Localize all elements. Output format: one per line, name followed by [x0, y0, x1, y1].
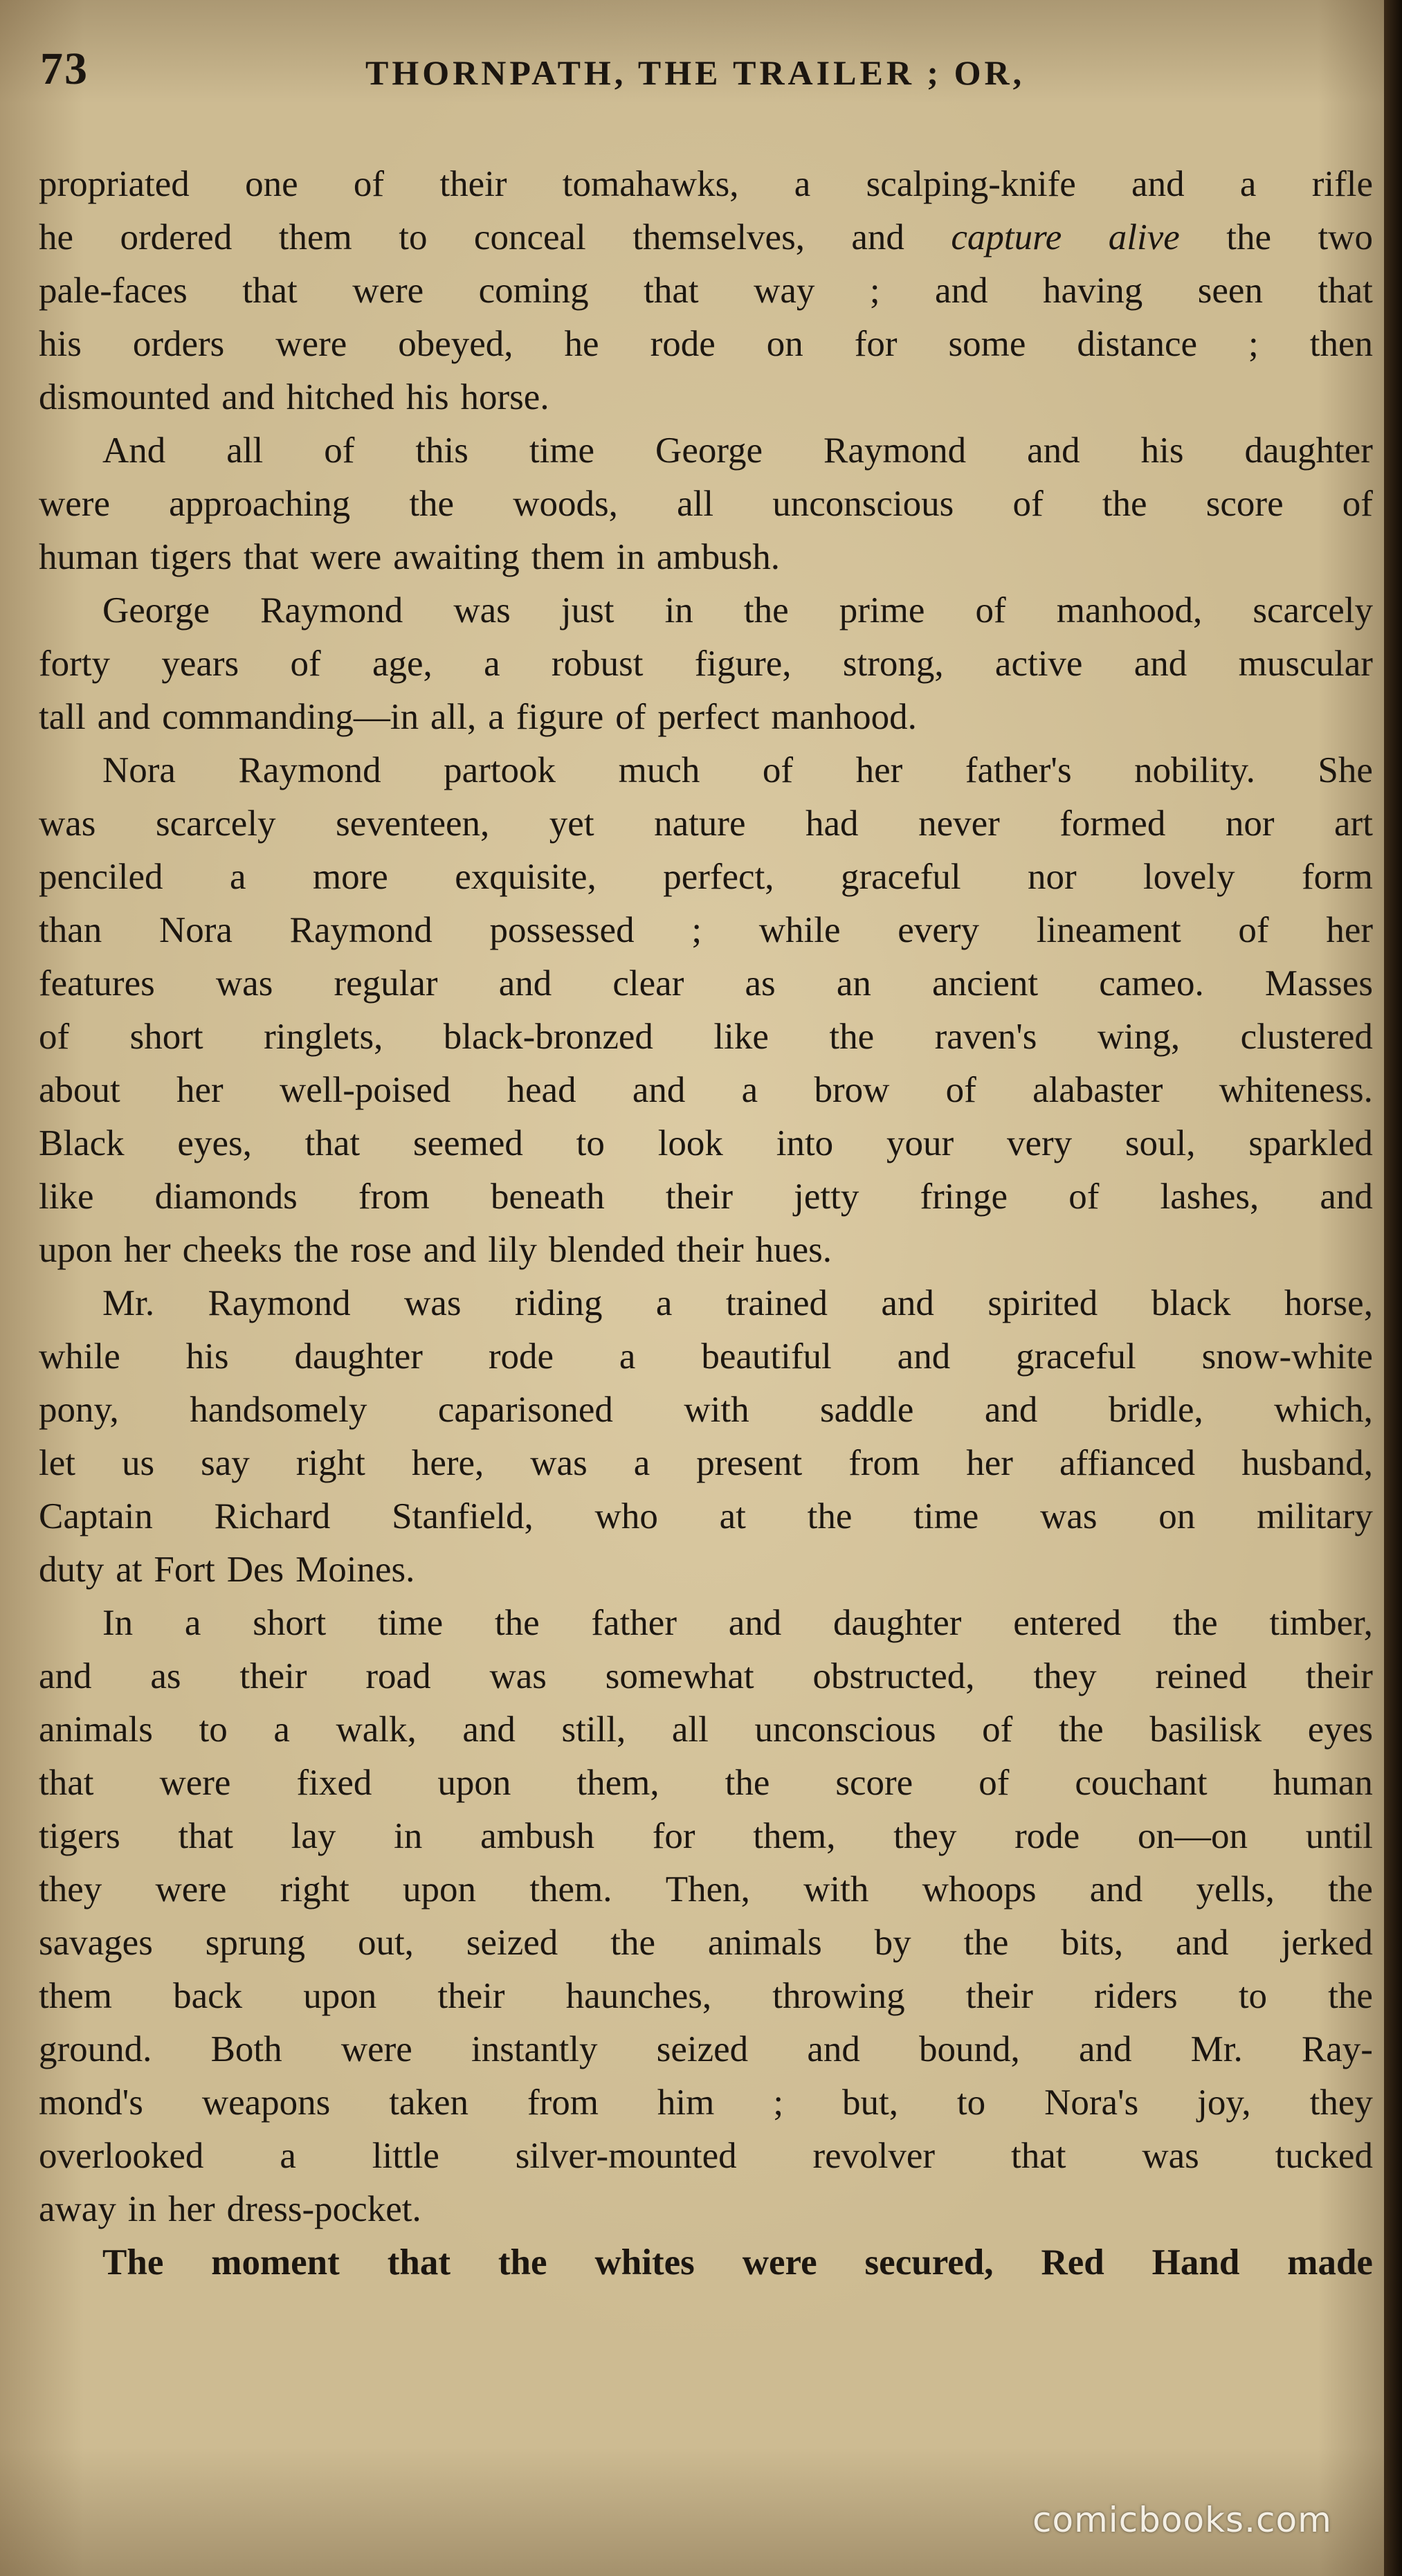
page-number: 73 [40, 44, 89, 94]
text-line: upon her cheeks the rose and lily blended their hues. [39, 1230, 832, 1270]
text-line: his orders were obeyed, he rode on for some distance ; then [39, 324, 1373, 364]
text-line: tall and commanding—in all, a figure of perfect manhood. [39, 697, 917, 737]
text-line: forty years of age, a robust figure, strong, active and muscular [39, 644, 1373, 684]
text-line: pale-faces that were coming that way ; and having seen that [39, 271, 1373, 311]
running-head: THORNPATH, THE TRAILER ; OR, [365, 53, 1026, 92]
text-line: and as their road was somewhat obstructed, they reined their [39, 1656, 1373, 1696]
text-line: that were fixed upon them, the score of couchant human [39, 1763, 1373, 1803]
text-line: The moment that the whites were secured, Red Hand made [102, 2242, 1373, 2283]
text-line: Mr. Raymond was riding a trained and spirited black horse, [102, 1283, 1373, 1323]
text-line: propriated one of their tomahawks, a scalping-knife and a rifle [39, 164, 1373, 204]
text-line: he ordered them to conceal themselves, and capture alive the two [39, 217, 1373, 257]
text-line: was scarcely seventeen, yet nature had never formed nor art [39, 804, 1373, 844]
text-line: dismounted and hitched his horse. [39, 377, 549, 417]
text-line: let us say right here, was a present from her affianced husband, [39, 1443, 1373, 1483]
text-line: overlooked a little silver-mounted revolver that was tucked [39, 2136, 1373, 2176]
text-line: savages sprung out, seized the animals by the bits, and jerked [39, 1923, 1373, 1963]
watermark: comicbooks.com [1032, 2500, 1332, 2540]
text-line: tigers that lay in ambush for them, they rode on—on until [39, 1816, 1373, 1856]
text-line: them back upon their haunches, throwing their riders to the [39, 1976, 1373, 2016]
text-line: Nora Raymond partook much of her father's nobility. She [102, 750, 1373, 790]
text-line: ground. Both were instantly seized and bound, and Mr. Ray- [39, 2029, 1373, 2069]
text-line: than Nora Raymond possessed ; while every lineament of her [39, 910, 1373, 950]
text-line: features was regular and clear as an ancient cameo. Masses [39, 963, 1373, 1004]
text-line: of short ringlets, black-bronzed like the raven's wing, clustered [39, 1017, 1373, 1057]
text-line: Captain Richard Stanfield, who at the time was on military [39, 1496, 1373, 1536]
text-line: while his daughter rode a beautiful and graceful snow-white [39, 1336, 1373, 1377]
text-line: human tigers that were awaiting them in ambush. [39, 537, 780, 577]
text-line: duty at Fort Des Moines. [39, 1550, 415, 1590]
text-line: Black eyes, that seemed to look into your very soul, sparkled [39, 1123, 1373, 1163]
text-line: And all of this time George Raymond and his daughter [102, 430, 1373, 471]
text-line: were approaching the woods, all unconscious of the score of [39, 484, 1373, 524]
body-text [39, 158, 1373, 2289]
text-line: away in her dress-pocket. [39, 2189, 421, 2229]
text-line: about her well-poised head and a brow of alabaster whiteness. [39, 1070, 1373, 1110]
page-edge-shadow [1384, 0, 1402, 2576]
page-header [40, 43, 1369, 112]
text-line: George Raymond was just in the prime of manhood, scarcely [102, 590, 1373, 631]
text-line: penciled a more exquisite, perfect, graceful nor lovely form [39, 857, 1373, 897]
text-line: like diamonds from beneath their jetty fringe of lashes, and [39, 1177, 1373, 1217]
text-line: mond's weapons taken from him ; but, to Nora's joy, they [39, 2083, 1373, 2123]
text-line: In a short time the father and daughter entered the timber, [102, 1603, 1373, 1643]
text-line: pony, handsomely caparisoned with saddle and bridle, which, [39, 1390, 1373, 1430]
text-line: animals to a walk, and still, all unconscious of the basilisk eyes [39, 1709, 1373, 1750]
text-line: they were right upon them. Then, with whoops and yells, the [39, 1869, 1373, 1910]
